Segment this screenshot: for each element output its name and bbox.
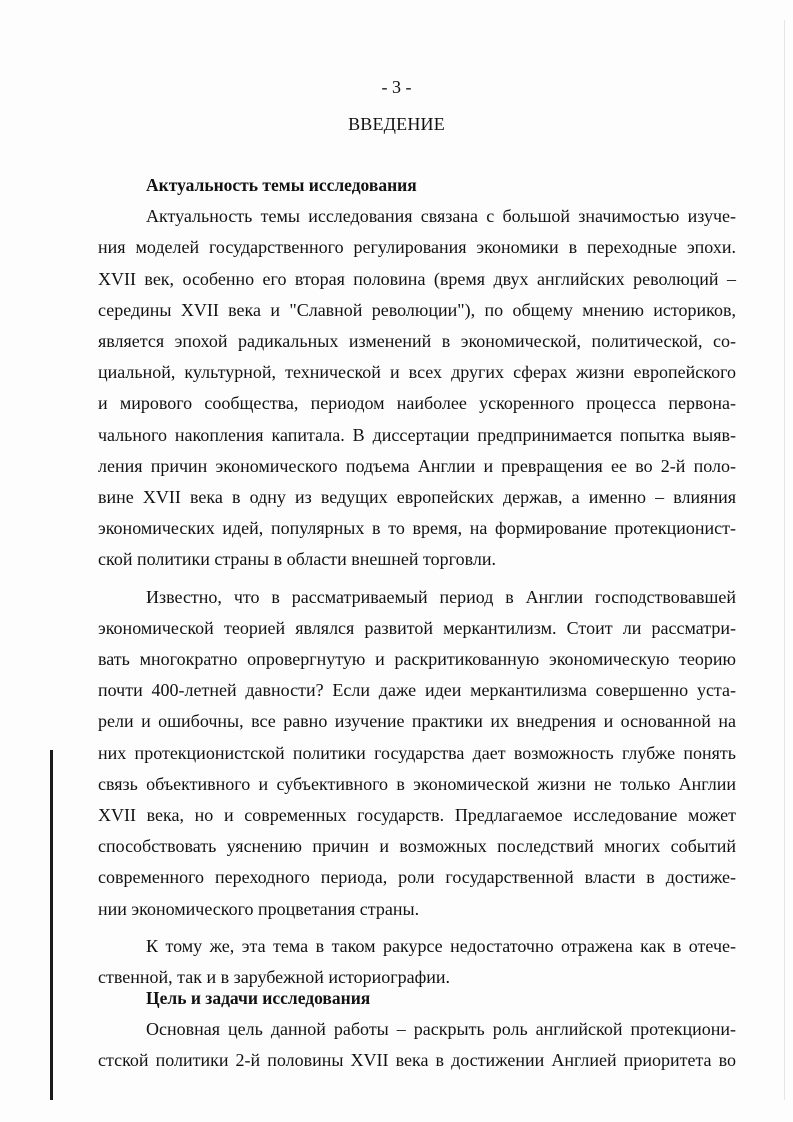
- text-line: рели и ошибочны, все равно изучение практики их внедрения и основанной на: [98, 711, 736, 732]
- section-title-relevance: Актуальность темы исследования: [146, 175, 417, 195]
- text-line: современного переходного периода, роли государственной власти в достиже-: [98, 867, 736, 888]
- text-line: чального накопления капитала. В диссертации предпринимается попытка выяв-: [98, 424, 736, 445]
- section-body: [98, 1014, 736, 1076]
- text-line: середины XVII века и "Славной революции"), по общему мнению историков,: [98, 299, 736, 320]
- paragraph: [98, 1014, 736, 1076]
- page-title: ВВЕДЕНИЕ: [348, 114, 445, 134]
- scan-binding-shadow: [50, 750, 53, 1100]
- text-line: Основная цель данной работы – раскрыть роль английской протекциони-: [146, 1019, 736, 1040]
- text-line: ской политики страны в области внешней торговли.: [98, 549, 496, 570]
- text-line: вине XVII века в одну из ведущих европейских держав, а именно – влияния: [98, 487, 736, 508]
- page-number: - 3 -: [381, 77, 412, 97]
- section-relevance: [98, 170, 736, 993]
- paragraph: [98, 201, 736, 575]
- text-line: ления причин экономического подъема Англии и превращения ее во 2-й поло-: [98, 455, 736, 476]
- text-line: вать многократно опровергнутую и раскритикованную экономическую теорию: [98, 649, 736, 670]
- text-line: связь объективного и субъективного в экономической жизни не только Англии: [98, 773, 736, 794]
- text-line: циальной, культурной, технической и всех других сферах жизни европейского: [98, 362, 736, 383]
- text-line: XVII века, но и современных государств. Предлагаемое исследование может: [98, 805, 736, 826]
- text-line: экономической теорией являлся развитой меркантилизм. Стоит ли рассматри-: [98, 617, 736, 638]
- text-line: Известно, что в рассматриваемый период в Англии господствовавшей: [146, 586, 736, 607]
- text-line: них протекционистской политики государства дает возможность глубже понять: [98, 742, 736, 763]
- scan-edge-line: [784, 20, 785, 1100]
- text-line: нии экономического процветания страны.: [98, 898, 420, 919]
- text-line: К тому же, эта тема в таком ракурсе недостаточно отражена как в отече-: [146, 935, 736, 956]
- section-title-goals: Цель и задачи исследования: [146, 988, 371, 1008]
- text-line: XVII век, особенно его вторая половина (время двух английских революций –: [98, 268, 736, 289]
- text-line: способствовать уяснению причин и возможных последствий многих событий: [98, 836, 736, 857]
- text-line: ния моделей государственного регулирования экономики в переходные эпохи.: [98, 237, 736, 258]
- text-line: почти 400-летней давности? Если даже идеи меркантилизма совершенно уста-: [98, 680, 736, 701]
- text-line: Актуальность темы исследования связана с большой значимостью изуче-: [146, 206, 736, 227]
- text-line: ственной, так и в зарубежной историографии.: [98, 967, 451, 988]
- text-line: и мирового сообщества, периодом наиболее ускоренного процесса первона-: [98, 393, 736, 414]
- section-body: [98, 201, 736, 993]
- section-goals: [98, 983, 736, 1077]
- paragraph: [98, 582, 736, 925]
- text-line: является эпохой радикальных изменений в экономической, политической, со-: [98, 331, 736, 352]
- text-line: экономических идей, популярных в то время, на формирование протекционист-: [98, 518, 736, 539]
- text-line: стской политики 2-й половины XVII века в достижении Англией приоритета во: [98, 1050, 736, 1071]
